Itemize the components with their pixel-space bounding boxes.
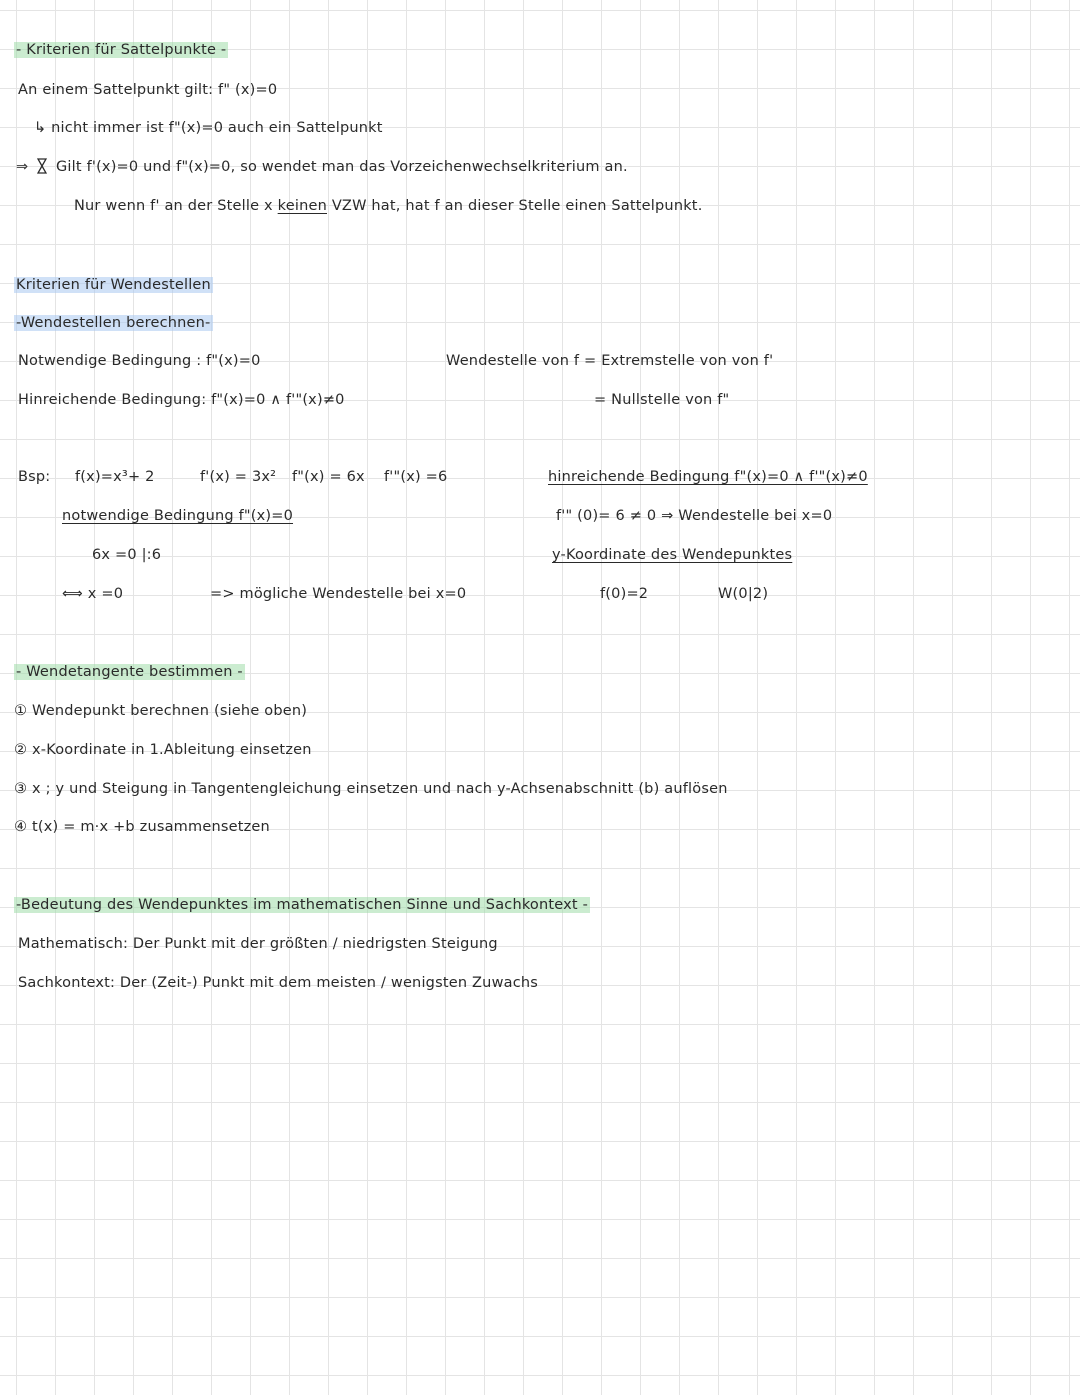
sattel-line-4-underlined: keinen bbox=[277, 198, 327, 214]
example-wendepunkt: W(0|2) bbox=[718, 586, 769, 602]
tangente-step-4: ④ t(x) = m·x +b zusammensetzen bbox=[14, 819, 270, 835]
example-hinreichend-check: f'" (0)= 6 ≠ 0 ⇒ Wendestelle bei x=0 bbox=[556, 508, 833, 524]
hinreichende-bedingung: Hinreichende Bedingung: f"(x)=0 ∧ f'"(x)≠0 bbox=[18, 392, 345, 408]
hourglass-icon bbox=[33, 159, 56, 175]
wende-subheading: -Wendestellen berechnen- bbox=[16, 315, 211, 331]
bedeutung-mathematisch: Mathematisch: Der Punkt mit der größten / niedrigsten Steigung bbox=[18, 936, 498, 952]
tangente-step-2: ② x-Koordinate in 1.Ableitung einsetzen bbox=[14, 742, 312, 758]
bedeutung-sachkontext: Sachkontext: Der (Zeit-) Punkt mit dem meisten / wenigsten Zuwachs bbox=[18, 975, 539, 991]
second-derivative: f"(x) = 6x bbox=[292, 469, 365, 485]
notwendige-bedingung: Notwendige Bedingung : f"(x)=0 bbox=[18, 353, 261, 369]
example-y-heading: y-Koordinate des Wendepunktes bbox=[552, 547, 793, 563]
example-hinreichend-heading: hinreichende Bedingung f"(x)=0 ∧ f'"(x)≠0 bbox=[548, 469, 868, 485]
sattel-line-4-a: Nur wenn f' an der Stelle x bbox=[74, 198, 273, 214]
tangente-step-3: ③ x ; y und Steigung in Tangentengleichung einsetzen und nach y-Achsenabschnitt (b) auflösen bbox=[14, 781, 728, 797]
example-step-2-result: => mögliche Wendestelle bei x=0 bbox=[210, 586, 467, 602]
sattel-line-4 bbox=[74, 196, 703, 216]
third-derivative: f'"(x) =6 bbox=[384, 469, 448, 485]
wende-heading: Kriterien für Wendestellen bbox=[16, 277, 211, 293]
sattel-line-2: ↳ nicht immer ist f"(x)=0 auch ein Sattelpunkt bbox=[34, 120, 383, 136]
example-step-1: 6x =0 |:6 bbox=[92, 547, 162, 563]
sattel-line-4-b: VZW hat, hat f an dieser Stelle einen Sattelpunkt. bbox=[331, 198, 703, 214]
tangente-step-1: ① Wendepunkt berechnen (siehe oben) bbox=[14, 703, 308, 719]
example-step-2: ⟺ x =0 bbox=[62, 586, 124, 602]
sattel-line-3-text: Gilt f'(x)=0 und f"(x)=0, so wendet man das Vorzeichenwechselkriterium an. bbox=[55, 159, 628, 175]
tangente-heading: - Wendetangente bestimmen - bbox=[16, 664, 243, 680]
wendestelle-definition-1: Wendestelle von f = Extremstelle von von f' bbox=[446, 353, 774, 369]
sattel-heading: - Kriterien für Sattelpunkte - bbox=[16, 42, 227, 58]
sattel-line-1: An einem Sattelpunkt gilt: f" (x)=0 bbox=[18, 82, 278, 98]
example-y-value: f(0)=2 bbox=[600, 586, 649, 602]
example-function: f(x)=x³+ 2 bbox=[75, 469, 155, 485]
example-label: Bsp: bbox=[18, 469, 51, 485]
first-derivative: f'(x) = 3x² bbox=[200, 469, 277, 485]
sattel-line-3 bbox=[16, 157, 628, 177]
wendestelle-definition-2: = Nullstelle von f" bbox=[594, 392, 730, 408]
bedeutung-heading: -Bedeutung des Wendepunktes im mathematischen Sinne und Sachkontext - bbox=[16, 897, 589, 913]
example-notwendig-heading: notwendige Bedingung f"(x)=0 bbox=[62, 508, 294, 524]
implies-arrow: ⇒ bbox=[16, 159, 29, 175]
